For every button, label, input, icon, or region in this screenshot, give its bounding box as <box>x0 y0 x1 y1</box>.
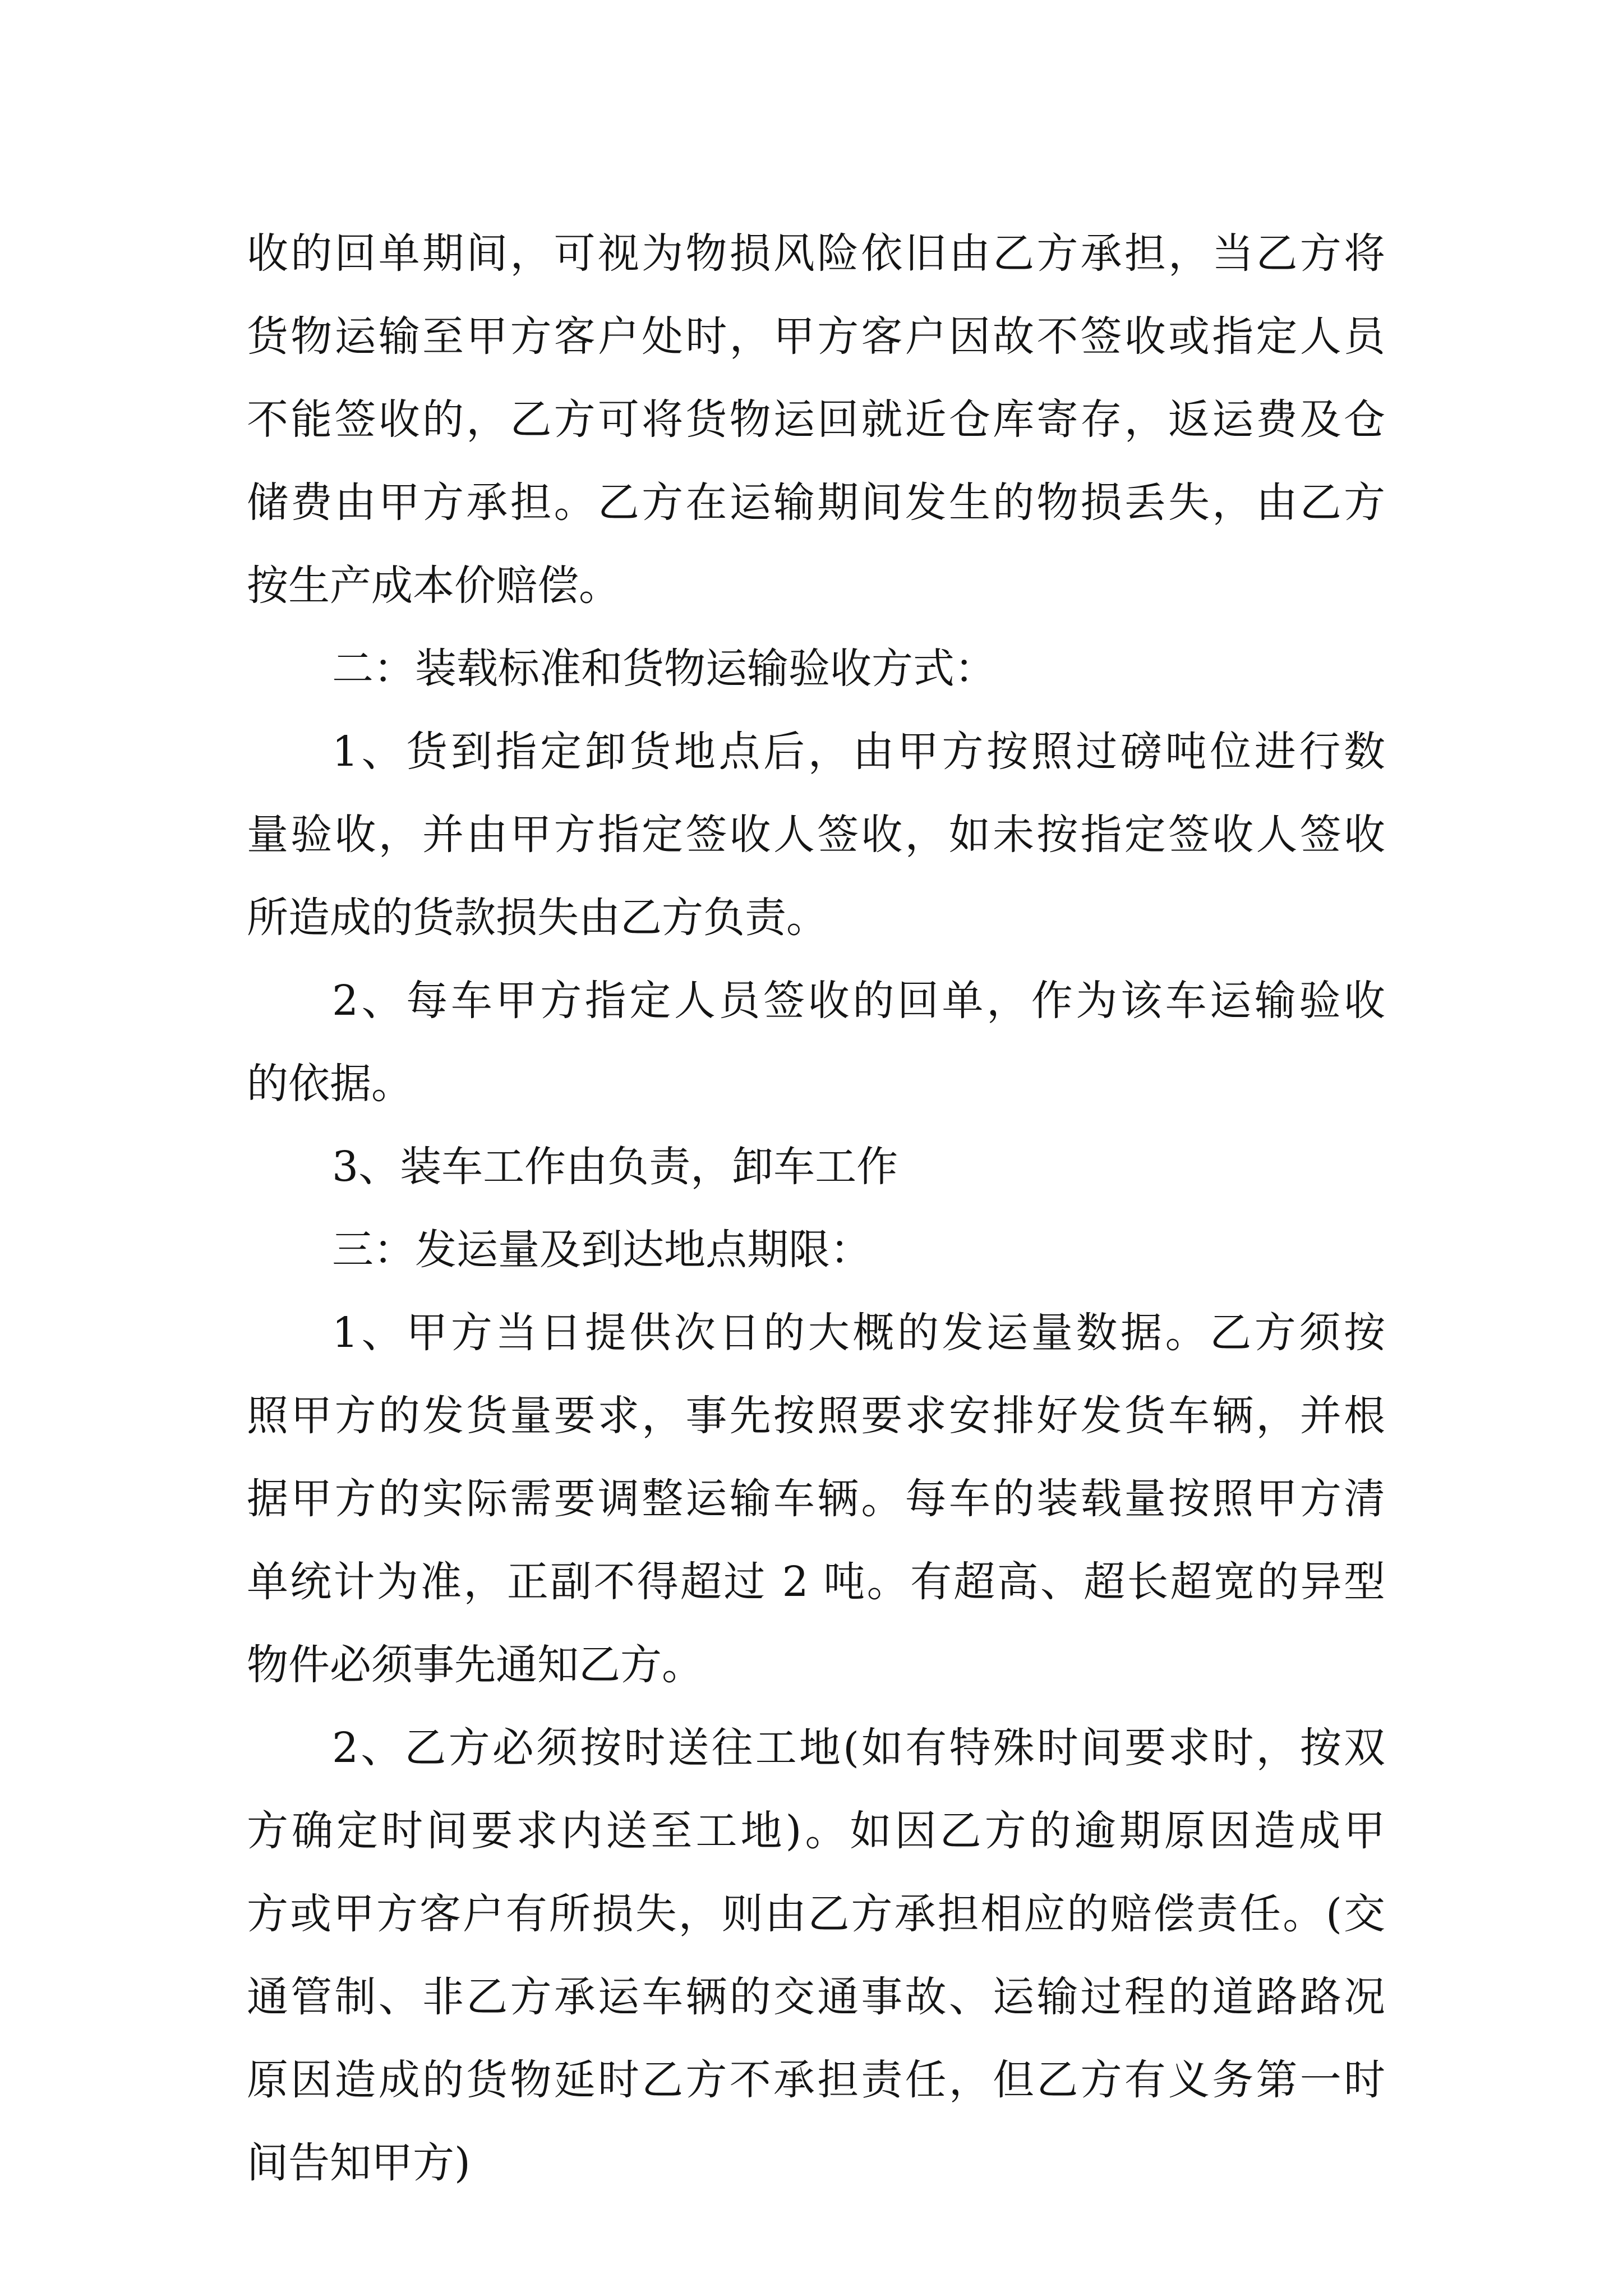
section-2-item-1 <box>247 710 1385 959</box>
text-line: 据甲方的实际需要调整运输车辆。每车的装载量按照甲方清 <box>247 1475 1385 1523</box>
text-line: 货物运输至甲方客户处时，甲方客户因故不签收或指定人员 <box>247 312 1385 361</box>
text-line: 储费由甲方承担。乙方在运输期间发生的物损丢失，由乙方 <box>247 478 1385 527</box>
text-line: 按生产成本价赔偿。 <box>247 562 620 610</box>
section-3 <box>247 1208 1385 2205</box>
text-line: 照甲方的发货量要求，事先按照要求安排好发货车辆，并根 <box>247 1392 1385 1440</box>
text-line: 1、甲方当日提供次日的大概的发运量数据。乙方须按 <box>332 1309 1385 1357</box>
text-line: 2、每车甲方指定人员签收的回单，作为该车运输验收 <box>332 977 1385 1025</box>
text-line: 通管制、非乙方承运车辆的交通事故、运输过程的道路路况 <box>247 1973 1385 2021</box>
text-line: 方或甲方客户有所损失，则由乙方承担相应的赔偿责任。(交 <box>247 1890 1385 1938</box>
text-line: 间告知甲方) <box>247 2139 471 2187</box>
text-line: 方确定时间要求内送至工地)。如因乙方的逾期原因造成甲 <box>247 1807 1385 1855</box>
text-line: 原因造成的货物延时乙方不承担责任，但乙方有义务第一时 <box>247 2056 1385 2104</box>
text-line: 的依据。 <box>247 1060 413 1108</box>
text-line: 量验收，并由甲方指定签收人签收，如未按指定签收人签收 <box>247 811 1385 859</box>
text-line: 单统计为准，正副不得超过 2 吨。有超高、超长超宽的异型 <box>247 1558 1385 1606</box>
section-heading: 三：发运量及到达地点期限： <box>332 1226 872 1274</box>
document-page <box>247 212 1385 2205</box>
section-2 <box>247 627 1385 1208</box>
text-line: 1、货到指定卸货地点后，由甲方按照过磅吨位进行数 <box>332 728 1385 776</box>
text-line: 所造成的货款损失由乙方负责。 <box>247 894 828 942</box>
section-3-item-2 <box>247 1706 1385 2205</box>
section-2-item-2 <box>247 959 1385 1125</box>
text-line: 物件必须事先通知乙方。 <box>247 1641 703 1689</box>
text-line: 2、乙方必须按时送往工地(如有特殊时间要求时，按双 <box>332 1724 1385 1772</box>
section-heading: 二：装载标准和货物运输验收方式： <box>332 645 996 693</box>
section-3-item-1 <box>247 1291 1385 1706</box>
text-line: 不能签收的，乙方可将货物运回就近仓库寄存，返运费及仓 <box>247 395 1385 444</box>
text-line: 3、装车工作由负责，卸车工作 <box>332 1143 898 1191</box>
text-line: 收的回单期间，可视为物损风险依旧由乙方承担，当乙方将 <box>247 229 1385 278</box>
continuation-paragraph <box>247 212 1385 627</box>
section-2-item-3 <box>247 1125 1385 1208</box>
